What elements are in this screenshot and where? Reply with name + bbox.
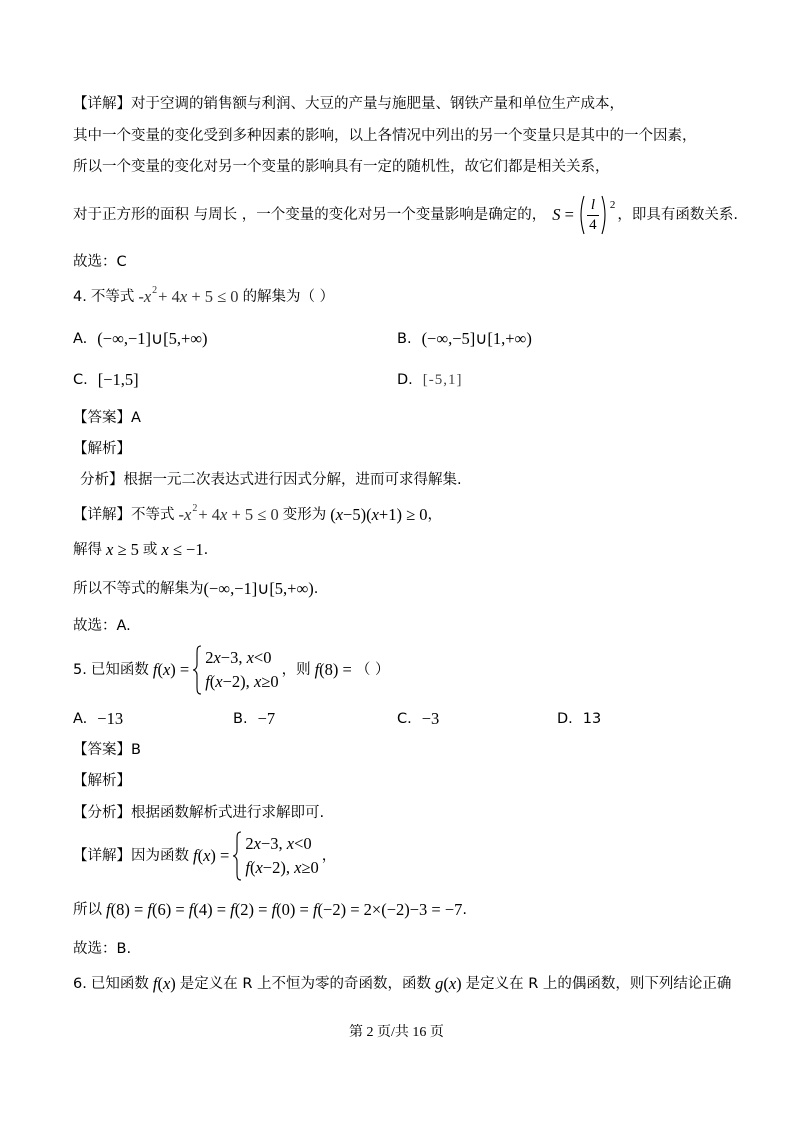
q5-option-c	[397, 708, 439, 730]
stem-text: （ ）	[355, 662, 390, 678]
q4-analysis-heading	[73, 438, 131, 460]
piecewise-definition	[192, 645, 278, 695]
q4-option-c	[73, 369, 139, 391]
q3-detail-text: 【详解】对于空调的销售额与利润、大豆的产量与施肥量、钢铁产量和单位生产成本，	[73, 96, 624, 112]
detail-text: .	[203, 542, 209, 558]
q3-choice	[73, 251, 127, 273]
question-number: 5.	[73, 662, 87, 678]
page-footer	[0, 1022, 793, 1044]
q5-detail-line-1	[73, 830, 336, 882]
option-value: [−1,5]	[97, 370, 139, 389]
question-4-stem	[73, 286, 334, 308]
inequality-expression	[179, 504, 279, 526]
fraction	[587, 198, 599, 233]
solution-part-a: x ≥ 5	[106, 540, 139, 559]
ineq-lead: -x	[178, 505, 192, 524]
option-value: [-5,1]	[422, 372, 463, 388]
ineq-rest: + 4x + 5 ≤ 0	[158, 287, 239, 306]
fraction-denominator: 4	[589, 216, 597, 233]
option-label: B.	[397, 331, 412, 347]
stem-text: 的解集为（ ）	[242, 289, 335, 305]
stem-text: 是定义在 R 上不恒为零的奇函数，函数	[179, 976, 432, 992]
function-name: f(x) =	[193, 846, 230, 865]
choice-text: 故选：B.	[73, 941, 132, 957]
left-brace-icon	[192, 645, 202, 695]
question-number: 4.	[73, 289, 87, 305]
q4-detail-line-3	[73, 578, 318, 600]
detail-text: 【详解】不等式	[73, 507, 175, 523]
formula-lhs: S =	[552, 205, 574, 224]
q5-analysis	[73, 802, 324, 824]
piecewise-case-1: 2x−3, x<0	[205, 648, 272, 667]
factored-inequality: (x−5)(x+1) ≥ 0	[330, 505, 428, 524]
function-name: f(x) =	[152, 660, 190, 679]
q4-option-d	[397, 369, 463, 391]
section-heading: 【解析】	[73, 773, 131, 789]
fraction-bar	[587, 215, 599, 216]
page-number-label: 第 2 页/共 16 页	[349, 1025, 444, 1040]
function-f: f(x)	[152, 974, 176, 993]
ineq-exponent: 2	[152, 285, 158, 296]
stem-text: 不等式	[90, 289, 135, 305]
left-paren-icon	[577, 195, 585, 235]
q3-detail-text: 其中一个变量的变化受到多种因素的影响，以上各情况中列出的另一个变量只是其中的一个因素，	[73, 128, 697, 144]
detail-text: ，	[427, 507, 443, 523]
solution-part-b: x ≤ −1	[161, 540, 204, 559]
detail-text: 所以	[73, 902, 102, 918]
detail-text: .	[313, 581, 319, 597]
option-label: A.	[73, 711, 88, 727]
q4-detail-line-2	[73, 539, 208, 561]
question-5-stem	[73, 644, 389, 696]
fraction-numerator: l	[590, 196, 595, 213]
q5-answer	[73, 739, 141, 761]
q3-detail-text: ，即具有函数关系.	[617, 207, 739, 223]
piecewise-case-2: f(x−2), x≥0	[245, 858, 319, 877]
option-label: C.	[397, 711, 412, 727]
choice-text: 故选：A.	[73, 618, 131, 634]
q3-detail-line-1	[73, 93, 624, 115]
choice-text: 故选：C	[73, 254, 127, 270]
formula-exponent: 2	[609, 199, 616, 211]
piecewise-definition	[232, 831, 318, 881]
ineq-exponent: 2	[192, 503, 198, 514]
piecewise-cases	[205, 646, 278, 694]
q4-detail-line-1	[73, 504, 442, 526]
stem-text: ，则	[281, 662, 311, 678]
detail-text: ，	[321, 848, 337, 864]
option-label: B.	[233, 711, 248, 727]
q4-option-b	[397, 328, 532, 350]
detail-text: 所以不等式的解集为	[73, 581, 204, 597]
q3-detail-line-4	[73, 193, 738, 237]
stem-text: 已知函数	[90, 976, 149, 992]
section-heading: 【解析】	[73, 441, 131, 457]
option-label: D.	[557, 711, 573, 727]
q4-choice	[73, 615, 131, 637]
inequality-expression	[138, 286, 238, 308]
detail-text: 解得	[73, 542, 102, 558]
q4-option-a	[73, 328, 208, 350]
q3-detail-line-3	[73, 156, 610, 178]
ineq-rest: + 4x + 5 ≤ 0	[198, 505, 279, 524]
analysis-text: 【分析】根据函数解析式进行求解即可.	[73, 805, 325, 821]
q5-analysis-heading	[73, 770, 131, 792]
q3-detail-text: 对于正方形的面积 与周长 ，一个变量的变化对另一个变量影响是确定的，	[73, 207, 547, 223]
q4-answer	[73, 407, 141, 429]
detail-text: 变形为	[282, 507, 327, 523]
analysis-text: 分析】根据一元二次表达式进行因式分解，进而可求得解集.	[80, 472, 462, 488]
stem-text: 已知函数	[90, 662, 149, 678]
option-label: A.	[73, 331, 88, 347]
piecewise-case-2: f(x−2), x≥0	[205, 672, 279, 691]
detail-text: .	[462, 902, 468, 918]
q5-option-b	[233, 708, 275, 730]
ineq-lead: -x	[138, 287, 152, 306]
right-paren-icon	[601, 195, 609, 235]
detail-text: 或	[142, 542, 158, 558]
piecewise-case-1: 2x−3, x<0	[245, 834, 312, 853]
q5-option-a	[73, 708, 123, 730]
option-value: (−∞,−5]∪[1,+∞)	[421, 329, 532, 348]
stem-text: 是定义在 R 上的偶函数，则下列结论正确	[465, 976, 732, 992]
q3-detail-line-2	[73, 125, 697, 147]
q3-detail-text: 所以一个变量的变化对另一个变量的影响具有一定的随机性，故它们都是相关关系，	[73, 159, 610, 175]
function-g: g(x)	[435, 974, 462, 993]
question-number: 6.	[73, 976, 87, 992]
detail-text: 【详解】因为函数	[73, 848, 189, 864]
q5-choice	[73, 938, 131, 960]
option-label: D.	[397, 372, 413, 388]
square-area-formula	[552, 193, 615, 237]
recursive-calculation: f(8) = f(6) = f(4) = f(2) = f(0) = f(−2) = 2×(−2)−3 = −7	[106, 900, 463, 919]
function-value-query: f(8) =	[314, 660, 352, 679]
answer-text: 【答案】A	[73, 410, 141, 426]
option-label: C.	[73, 372, 88, 388]
option-value: −3	[421, 709, 440, 728]
option-value: 13	[582, 711, 602, 727]
q5-option-d	[557, 708, 601, 730]
option-value: −7	[257, 709, 276, 728]
answer-text: 【答案】B	[73, 742, 141, 758]
piecewise-cases	[245, 832, 318, 880]
option-value: −13	[97, 709, 124, 728]
left-brace-icon	[232, 831, 242, 881]
solution-set: (−∞,−1]∪[5,+∞)	[203, 579, 314, 598]
question-6-stem	[73, 973, 731, 995]
q5-detail-line-2	[73, 899, 467, 921]
q4-analysis	[80, 469, 462, 491]
option-value: (−∞,−1]∪[5,+∞)	[97, 329, 208, 348]
